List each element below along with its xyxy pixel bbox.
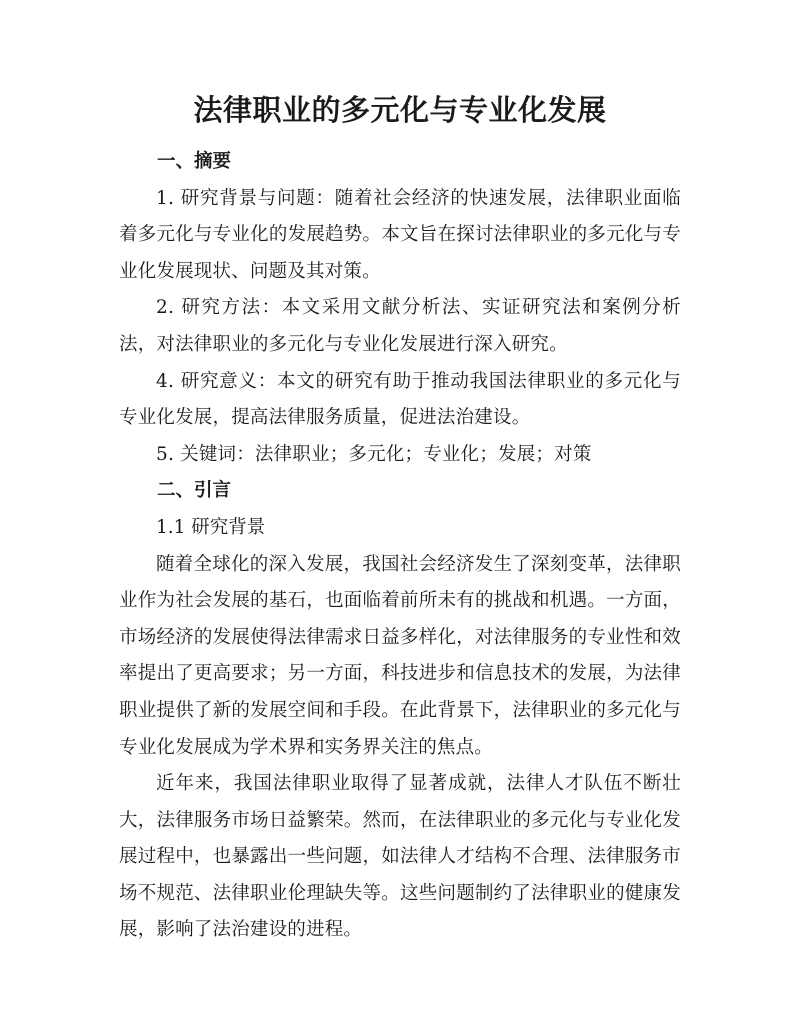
abstract-item-method: 2. 研究方法：本文采用文献分析法、实证研究法和案例分析法，对法律职业的多元化与专业化发展进行深入研究。: [119, 297, 681, 355]
document-body: [119, 144, 681, 949]
abstract-item-background: 1. 研究背景与问题：随着社会经济的快速发展，法律职业面临着多元化与专业化的发展趋势。本文旨在探讨法律职业的多元化与专业化发展现状、问题及其对策。: [119, 187, 681, 282]
intro-paragraph: 近年来，我国法律职业取得了显著成就，法律人才队伍不断壮大，法律服务市场日益繁荣。然而，在法律职业的多元化与专业化发展过程中，也暴露出一些问题，如法律人才结构不合理、法律服务市场不规范、法律职业伦理缺失等。这些问题制约了法律职业的健康发展，影响了法治建设的进程。: [119, 773, 681, 941]
document-title: 法律职业的多元化与专业化发展: [193, 93, 607, 127]
section-heading-abstract: 一、摘要: [157, 151, 232, 172]
intro-paragraph: 随着全球化的深入发展，我国社会经济发生了深刻变革，法律职业作为社会发展的基石，也面临着前所未有的挑战和机遇。一方面，市场经济的发展使得法律需求日益多样化，对法律服务的专业性和效率提出了更高要求；另一方面，科技进步和信息技术的发展，为法律职业提供了新的发展空间和手段。在此背景下，法律职业的多元化与专业化发展成为学术界和实务界关注的焦点。: [119, 553, 681, 758]
section-heading-intro: 二、引言: [157, 480, 232, 502]
abstract-item-significance: 4. 研究意义：本文的研究有助于推动我国法律职业的多元化与专业化发展，提高法律服务质量，促进法治建设。: [119, 370, 681, 429]
subsection-heading-background: 1.1 研究背景: [156, 516, 266, 538]
abstract-item-keywords: 5. 关键词：法律职业；多元化；专业化；发展；对策: [156, 443, 592, 465]
